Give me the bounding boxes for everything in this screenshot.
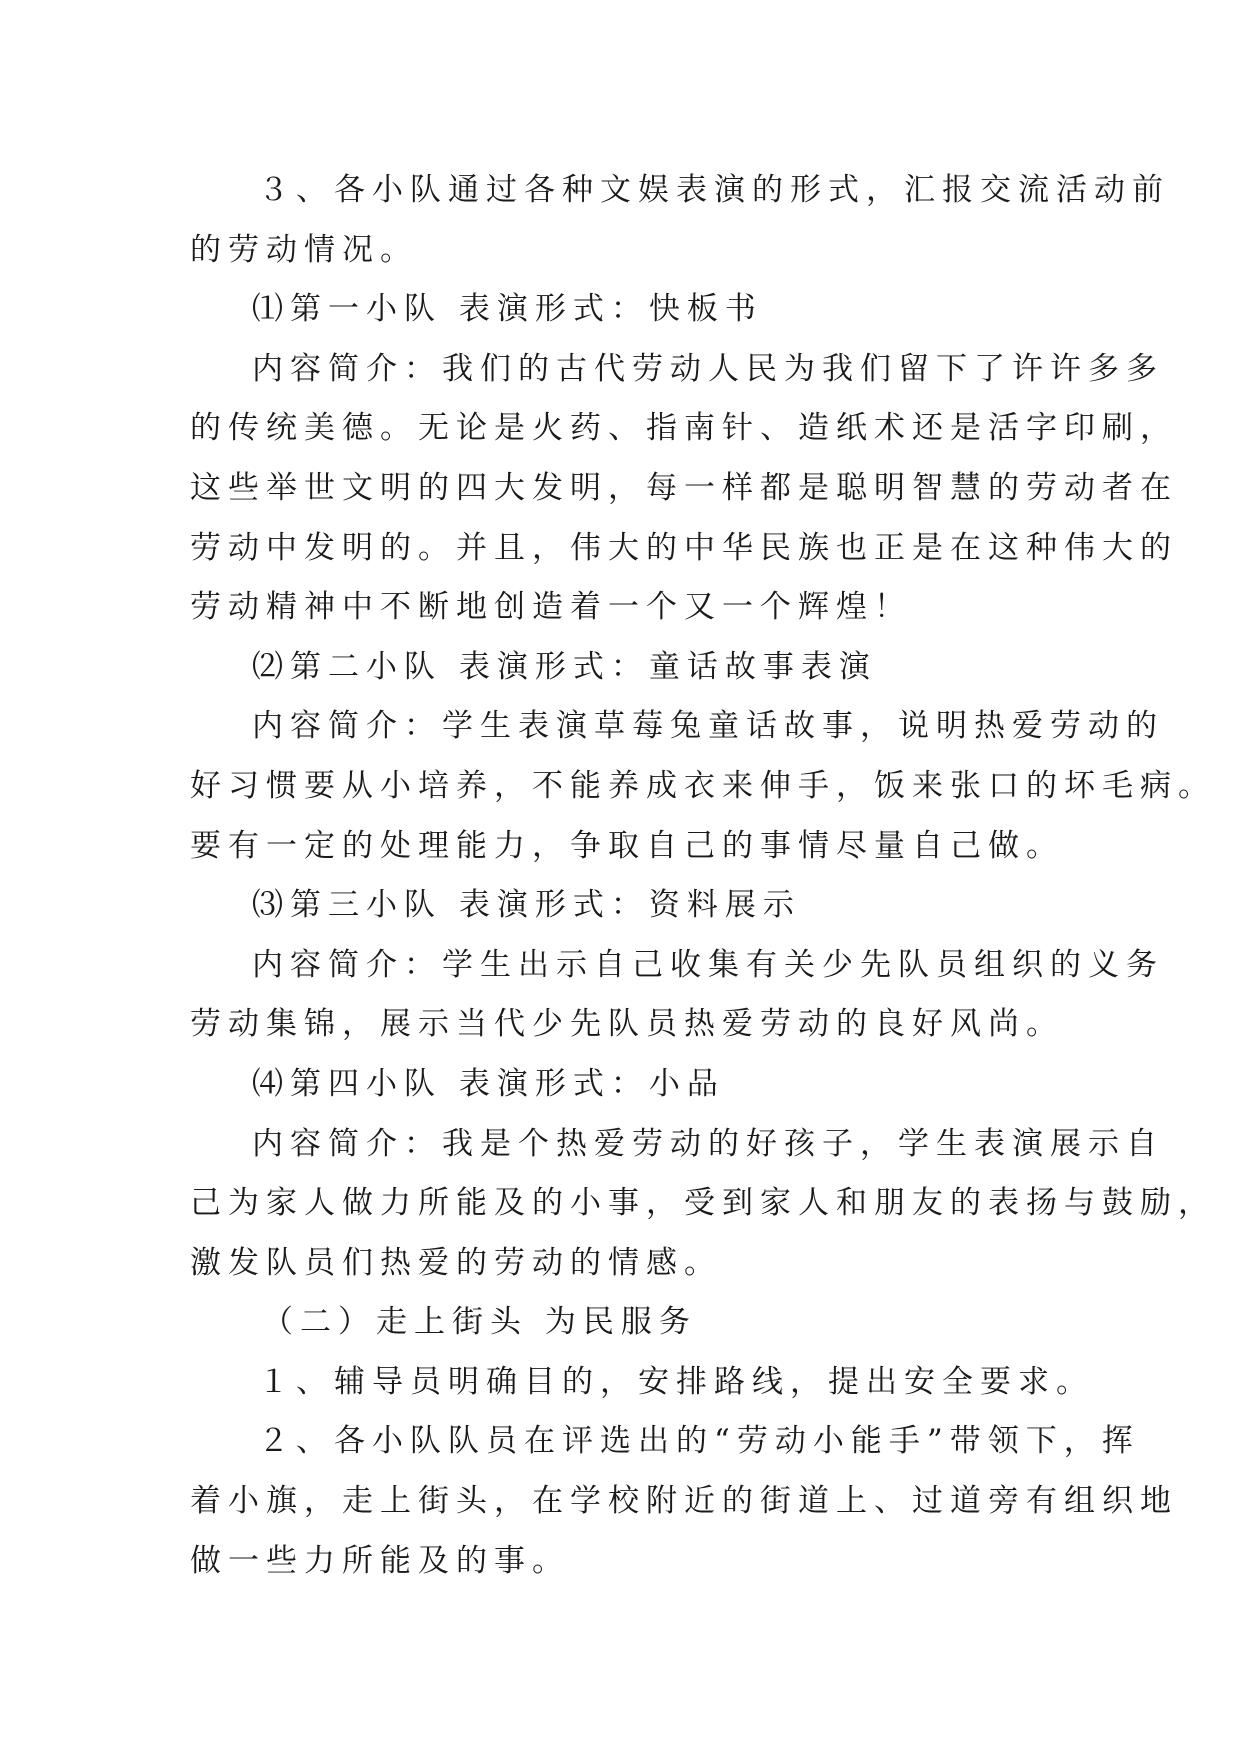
paragraph-line: 的传统美德。无论是火药、指南针、造纸术还是活字印刷，: [190, 410, 1178, 447]
paragraph-line: 着小旗，走上街头，在学校附近的街道上、过道旁有组织地: [190, 1483, 1178, 1520]
paragraph-line: 内容简介：学生出示自己收集有关少先队员组织的义务: [252, 946, 1164, 983]
paragraph-line: ３、各小队通过各种文娱表演的形式，汇报交流活动前: [258, 172, 1170, 208]
section-heading: （二）走上街头 为民服务: [262, 1304, 697, 1341]
section-heading: ⑵第二小队 表演形式：童话故事表演: [252, 648, 877, 685]
paragraph-line: 激发队员们热爱的劳动的情感。: [190, 1244, 722, 1281]
section-heading: ⑶第三小队 表演形式：资料展示: [252, 887, 801, 924]
paragraph-line: 好习惯要从小培养，不能养成衣来伸手，饭来张口的坏毛病。: [190, 767, 1216, 804]
paragraph-line: 要有一定的处理能力，争取自己的事情尽量自己做。: [190, 827, 1064, 864]
paragraph-line: 己为家人做力所能及的小事，受到家人和朋友的表扬与鼓励，: [190, 1185, 1216, 1222]
paragraph-line: 的劳动情况。: [190, 231, 418, 268]
paragraph-line: 这些举世文明的四大发明，每一样都是聪明智慧的劳动者在: [190, 469, 1178, 506]
paragraph-line: 劳动集锦，展示当代少先队员热爱劳动的良好风尚。: [190, 1006, 1064, 1043]
section-heading: ⑷第四小队 表演形式：小品: [252, 1065, 725, 1102]
paragraph-line: ２、各小队队员在评选出的“劳动小能手”带领下，挥: [258, 1423, 1140, 1460]
paragraph-line: 做一些力所能及的事。: [190, 1542, 570, 1579]
paragraph-line: 内容简介：我们的古代劳动人民为我们留下了许许多多: [252, 350, 1164, 387]
paragraph-line: 内容简介：我是个热爱劳动的好孩子，学生表演展示自: [252, 1125, 1164, 1162]
document-body: [190, 161, 1216, 1591]
paragraph-line: 劳动精神中不断地创造着一个又一个辉煌！: [190, 589, 912, 626]
paragraph-line: １、辅导员明确目的，安排路线，提出安全要求。: [258, 1363, 1094, 1400]
section-heading: ⑴第一小队 表演形式：快板书: [252, 291, 763, 328]
paragraph-line: 劳动中发明的。并且，伟大的中华民族也正是在这种伟大的: [190, 529, 1178, 566]
paragraph-line: 内容简介：学生表演草莓兔童话故事，说明热爱劳动的: [252, 708, 1164, 745]
